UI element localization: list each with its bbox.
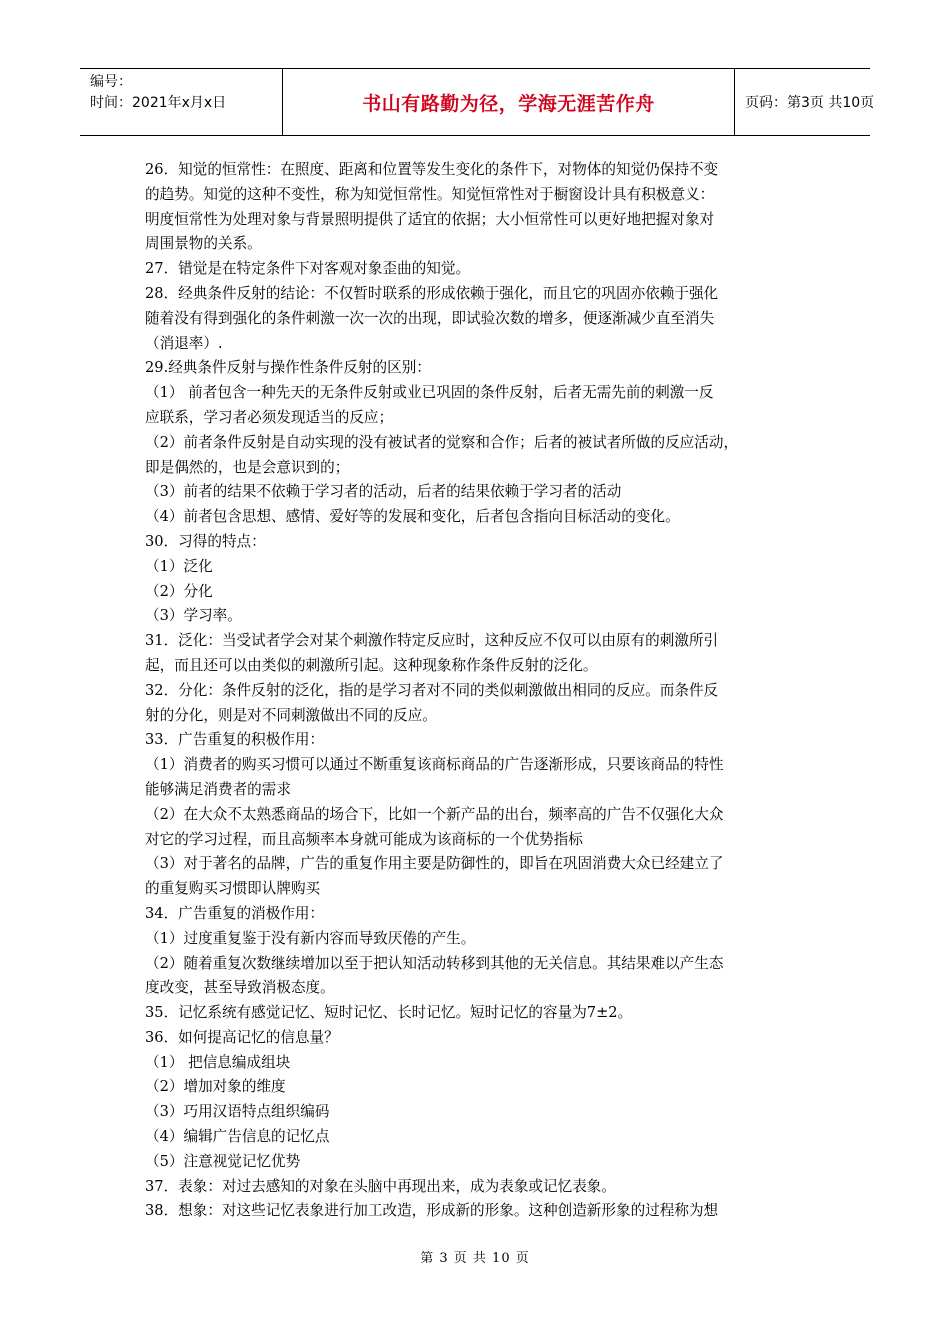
document-header — [80, 68, 875, 136]
text-line: （2）分化 — [145, 582, 213, 600]
text-line: 34．广告重复的消极作用： — [145, 904, 325, 922]
header-page-info: 页码：第3页 共10页 — [745, 95, 875, 111]
text-line: 明度恒常性为处理对象与背景照明提供了适宜的依据；大小恒常性可以更好地把握对象对 — [145, 210, 715, 228]
text-line: 29.经典条件反射与操作性条件反射的区别： — [145, 359, 431, 377]
text-line: （4）编辑广告信息的记忆点 — [145, 1128, 330, 1146]
text-line: （2）在大众不太熟悉商品的场合下，比如一个新产品的出台，频率高的广告不仅强化大众 — [145, 805, 724, 823]
text-line: 度改变，甚至导致消极态度。 — [145, 979, 335, 997]
text-line: （3）巧用汉语特点组织编码 — [145, 1103, 330, 1121]
text-line: （1） 前者包含一种先天的无条件反射或业已巩固的条件反射，后者无需先前的刺激一反 — [145, 384, 714, 402]
text-line: 的趋势。知觉的这种不变性，称为知觉恒常性。知觉恒常性对于橱窗设计具有积极意义： — [145, 185, 715, 203]
text-line: 射的分化，则是对不同刺激做出不同的反应。 — [145, 706, 437, 724]
text-line: 的重复购买习惯即认牌购买 — [145, 880, 321, 898]
document-number-label: 编号： — [90, 74, 132, 90]
text-line: 起，而且还可以由类似的刺激所引起。这种现象称作条件反射的泛化。 — [145, 656, 598, 674]
text-line: 27．错觉是在特定条件下对客观对象歪曲的知觉。 — [145, 260, 471, 278]
text-line: （1）消费者的购买习惯可以通过不断重复该商标商品的广告逐渐形成，只要该商品的特性 — [145, 756, 724, 774]
text-line: （2）前者条件反射是自动实现的没有被试者的觉察和合作；后者的被试者所做的反应活动， — [145, 433, 739, 451]
text-line: 31．泛化：当受试者学会对某个刺激作特定反应时，这种反应不仅可以由原有的刺激所引 — [145, 632, 719, 650]
text-line: 33．广告重复的积极作用： — [145, 731, 325, 749]
text-line: 35．记忆系统有感觉记忆、短时记忆、长时记忆。短时记忆的容量为7±2。 — [145, 1004, 633, 1022]
text-line: 即是偶然的，也是会意识到的； — [145, 458, 350, 476]
text-line: 37．表象：对过去感知的对象在头脑中再现出来，成为表象或记忆表象。 — [145, 1177, 616, 1195]
header-motto: 书山有路勤为径，学海无涯苦作舟 — [283, 69, 735, 135]
text-line: 38．想象：对这些记忆表象进行加工改造，形成新的形象。这种创造新形象的过程称为想 — [145, 1202, 719, 1220]
document-body — [145, 158, 815, 1224]
page-footer: 第 3 页 共 10 页 — [420, 1251, 530, 1266]
text-line: （4）前者包含思想、感情、爱好等的发展和变化，后者包含指向目标活动的变化。 — [145, 508, 680, 526]
text-line: 能够满足消费者的需求 — [145, 780, 291, 798]
text-line: 随着没有得到强化的条件刺激一次一次的出现，即试验次数的增多，便逐渐减少直至消失 — [145, 309, 715, 327]
text-line: 36．如何提高记忆的信息量？ — [145, 1028, 339, 1046]
text-line: （1）泛化 — [145, 557, 213, 575]
text-line: 30．习得的特点： — [145, 532, 266, 550]
text-line: （2）随着重复次数继续增加以至于把认知活动转移到其他的无关信息。其结果难以产生态 — [145, 954, 724, 972]
text-line: 28．经典条件反射的结论：不仅暂时联系的形成依赖于强化，而且它的巩固亦依赖于强化 — [145, 284, 719, 302]
text-line: 32．分化：条件反射的泛化，指的是学习者对不同的类似刺激做出相同的反应。而条件反 — [145, 681, 719, 699]
text-line: 应联系，学习者必须发现适当的反应； — [145, 408, 394, 426]
text-line: （5）注意视觉记忆优势 — [145, 1152, 301, 1170]
text-line: （消退率）. — [145, 334, 223, 352]
text-line: （1）过度重复鉴于没有新内容而导致厌倦的产生。 — [145, 929, 476, 947]
document-date: 时间：2021年x月x日 — [90, 95, 227, 111]
text-line: （3）学习率。 — [145, 607, 242, 625]
text-line: （3）前者的结果不依赖于学习者的活动，后者的结果依赖于学习者的活动 — [145, 483, 622, 501]
header-left-cell — [80, 69, 283, 135]
text-line: 周围景物的关系。 — [145, 235, 262, 253]
text-line: （2）增加对象的维度 — [145, 1078, 286, 1096]
text-line: 对它的学习过程，而且高频率本身就可能成为该商标的一个优势指标 — [145, 830, 583, 848]
text-line: （3）对于著名的品牌，广告的重复作用主要是防御性的，即旨在巩固消费大众已经建立了 — [145, 855, 724, 873]
text-line: 26．知觉的恒常性：在照度、距离和位置等发生变化的条件下，对物体的知觉仍保持不变 — [145, 161, 719, 178]
text-line: （1） 把信息编成组块 — [145, 1053, 291, 1071]
